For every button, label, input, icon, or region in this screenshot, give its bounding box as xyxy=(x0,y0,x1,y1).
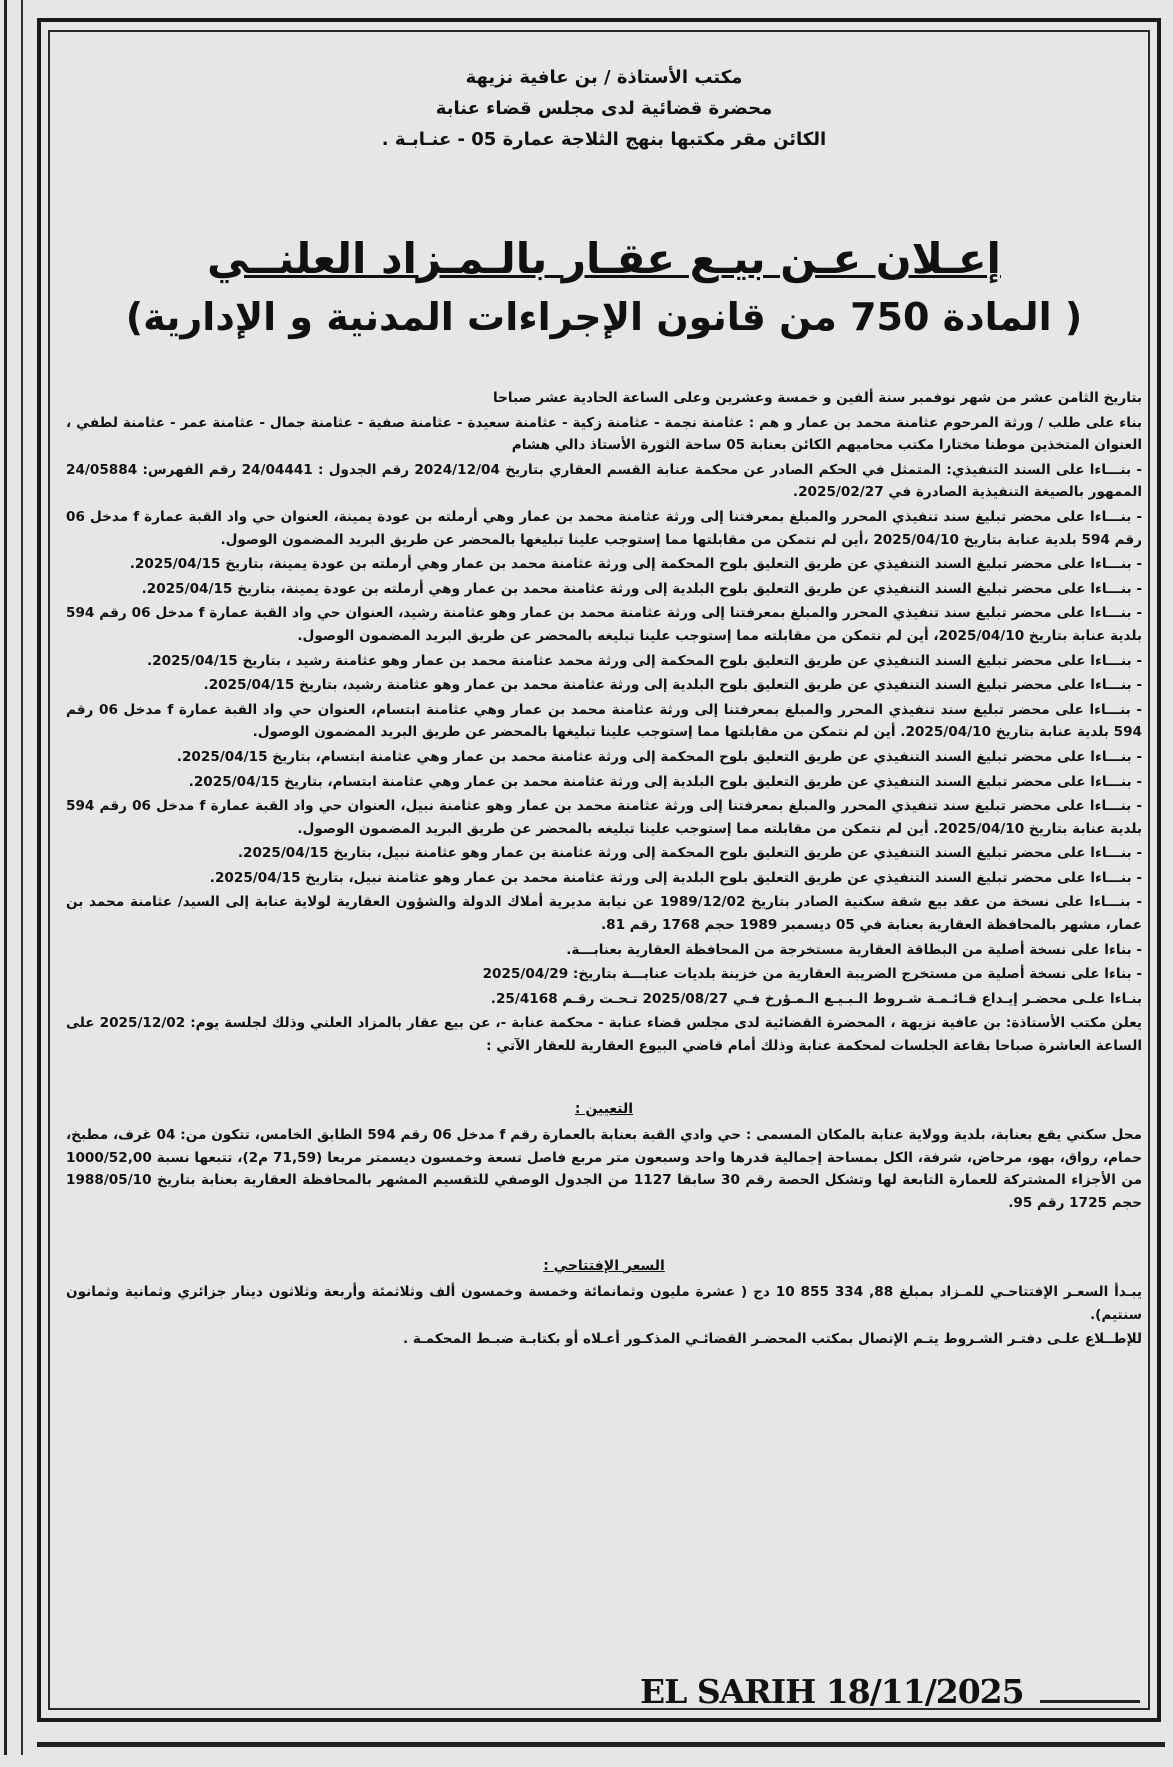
recital-paragraph: - بنـــاءا على محضر تبليغ السند التنفيذي عن طريق التعليق بلوح المحكمة إلى ورثة عثامنة بن عمار وهو عثامنة نبيل، بتاريخ 2025/04/15. xyxy=(237,845,1142,862)
notice-body xyxy=(66,387,1142,1351)
recital-paragraph: - بنـــاءا على محضر تبليغ سند تنفيذي المحرر والمبلغ بمعرفتنا إلى ورثة عثامنة محمد بن عمار وهو عثامنة نبيل، العنوان حي واد القبة عمارة f مدخل 06 رقم 594 بلدية عنابة بتاريخ 2025/04/10. أين لم نتمكن من مقابلته مما إستوجب علينا تبليغه بالمحضر عن طريق البريد المضمون الوصول. xyxy=(66,798,1143,837)
notice-title: إعـلان عـن بيـع عقـار بالـمـزاد العلنــي xyxy=(207,234,1001,283)
office-address: الكائن مقر مكتبها بنهج الثلاجة عمارة 05 - عنـابـة . xyxy=(381,129,827,150)
recital-paragraph: - بنـــاءا على محضر تبليغ السند التنفيذي عن طريق التعليق بلوح المحكمة إلى ورثة عثامنة محمد بن عمار وهي عثامنة ابتسام، بتاريخ 2025/04/15. xyxy=(176,748,1142,765)
footer-rule xyxy=(1040,1700,1140,1703)
recital-paragraph: - بنـــاءا على محضر تبليغ سند تنفيذي المحرر والمبلغ بمعرفتنا إلى ورثة عثامنة محمد بن عمار وهو عثامنة رشيد، العنوان حي واد القبة عمارة f مدخل 06 رقم 594 بلدية عنابة بتاريخ 2025/04/10، أين لم نتمكن من مقابلته مما إستوجب علينا تبليغه بالمحضر عن طريق البريد المضمون الوصول. xyxy=(66,605,1142,644)
office-name: مكتب الأستاذة / بن عافية نزيهة xyxy=(465,67,743,88)
recital-paragraph: - بناءا على نسخة أصلية من مستخرج الضريبة العقارية من خزينة بلديات عنابـــة بتاريخ: 2025/04/29 xyxy=(482,966,1142,983)
recital-paragraph: بنـاءا علـى محضـر إيـداع قـائـمـة شـروط الـبـيـع الـمـؤرخ فـي 2025/08/27 تـحـت رقـم 25/4168. xyxy=(490,990,1142,1007)
recital-paragraph: - بنـــاءا على محضر تبليغ السند التنفيذي عن طريق التعليق بلوح البلدية إلى ورثة عثامنة محمد بن عمار وهي عثامنة ابتسام، بتاريخ 2025/04/15. xyxy=(188,773,1142,790)
recital-paragraph: يعلن مكتب الأستاذة: بن عافية نزيهة ، المحضرة القضائية لدى مجلس قضاء عنابة - محكمة عنابة -، عن بيع عقار بالمزاد العلني وذلك لجلسة يوم: 2025/12/02 على الساعة العاشرة صباحا بقاعة الجلسات لمحكمة عنابة وذلك أمام قاضي البيوع العقارية للعقار الآتي : xyxy=(66,1015,1142,1055)
recital-paragraph: - بناءا على نسخة أصلية من البطاقة العقارية مستخرجة من المحافظة العقارية بعنابـــة. xyxy=(566,941,1142,958)
office-header xyxy=(66,62,1142,155)
recital-paragraph: - بنـــاءا على السند التنفيذي: المتمثل في الحكم الصادر عن محكمة عنابة القسم العقاري بتاريخ 2024/12/04 رقم الجدول : 24/04441 رقم الفهرس: 24/05884 الممهور بالصيغة التنفيذية الصادرة في 2025/02/27. xyxy=(66,461,1142,501)
recital-paragraph: - بنـــاءا على محضر تبليغ سند تنفيذي المحرر والمبلغ بمعرفتنا إلى ورثة عثامنة محمد بن عمار وهي أرملته بن عودة يمينة، العنوان حي واد القبة عمارة f مدخل 06 رقم 594 بلدية عنابة بتاريخ 2025/04/10 ،أين لم نتمكن من مقابلتها مما إستوجب علينا تبليغها بالمحضر عن طريق البريد المضمون الوصول. xyxy=(66,508,1142,548)
recital-paragraph: - بنـــاءا على محضر تبليغ السند التنفيذي عن طريق التعليق بلوح البلدية إلى ورثة عثامنة محمد بن عمار وهو عثامنة نبيل، بتاريخ 2025/04/15. xyxy=(209,869,1142,886)
recital-paragraph: - بنـــاءا على محضر تبليغ السند التنفيذي عن طريق التعليق بلوح البلدية إلى ورثة عثامنة محمد بن عمار وهي أرملته بن عودة يمينة، بتاريخ 2025/04/15. xyxy=(141,580,1142,597)
recital-paragraph: بناء على طلب / ورثة المرحوم عثامنة محمد بن عمار و هم : عثامنة نجمة - عثامنة زكية - عثامنة سعيدة - عثامنة صفية - عثامنة جمال - عثامنة عمر - عثامنة لطفي ، العنوان المتخذين موطنا مختارا مكتب محاميهم الكائن بعنابة 05 ساحة الثورة الأستاذ دالي هشام xyxy=(66,414,1142,454)
price-heading: السعر الإفتتاحي : xyxy=(543,1257,665,1274)
notice-subtitle: ( المادة 750 من قانون الإجراءات المدنية و الإدارية) xyxy=(125,295,1083,339)
recital-paragraph: - بنـــاءا على محضر تبليغ سند تنفيذي المحرر والمبلغ بمعرفتنا إلى ورثة عثامنة محمد بن عمار وهي عثامنة ابتسام، العنوان حي واد القبة عمارة f مدخل 06 رقم 594 بلدية عنابة بتاريخ 2025/04/10. أين لم نتمكن من مقابلتها مما إستوجب علينا تبليغها بالمحضر عن طريق البريد المضمون الوصول. xyxy=(66,701,1143,741)
recital-paragraph: - بنـــاءا على محضر تبليغ السند التنفيذي عن طريق التعليق بلوح المحكمة إلى ورثة محمد عثامنة محمد بن عمار وهو عثامنة رشيد ، بتاريخ 2025/04/15. xyxy=(147,652,1142,669)
office-role: محضرة قضائية لدى مجلس قضاء عنابة xyxy=(435,98,773,119)
conditions-note: للإطــلاع علـى دفتـر الشـروط يتـم الإتصال بمكتب المحضـر القضائـي المذكـور أعـلاه أو بكتابـة ضبـط المحكمـة . xyxy=(402,1331,1142,1348)
recitals-list xyxy=(66,387,1142,1058)
price-text: يبـدأ السعـر الإفتتاحـي للمـزاد بمبلغ 88, 334 855 10 دج ( عشرة مليون وثمانمائة وخمسة وخمسون ألف وثلاثمئة وأربعة وثلاثون دينار جزائري وثمانية وثمانون سنتيم). xyxy=(66,1284,1142,1323)
recital-paragraph: - بنـــاءا على محضر تبليغ السند التنفيذي عن طريق التعليق بلوح المحكمة إلى ورثة عثامنة محمد بن عمار وهي أرملته بن عودة يمينة، بتاريخ 2025/04/15. xyxy=(129,556,1142,573)
adjacent-column-border xyxy=(4,0,23,1755)
designation-heading: التعيين : xyxy=(574,1100,634,1117)
recital-paragraph: - بنـــاءا على محضر تبليغ السند التنفيذي عن طريق التعليق بلوح البلدية إلى ورثة عثامنة محمد بن عمار وهو عثامنة رشيد، بتاريخ 2025/04/15. xyxy=(203,677,1142,694)
designation-text: محل سكني يقع بعنابة، بلدية وولاية عنابة بالمكان المسمى : حي وادي القبة بعنابة بالعمارة رقم f مدخل 06 رقم 594 الطابق الخامس، تتكون من: 04 غرف، مطبخ، حمام، رواق، بهو، مرحاض، شرفة، الكل بمساحة إجمالية قدرها واحد وسبعون متر مربع فاصل تسعة وخمسون ديسمتر مربعا (71,59 م2)، تتبعها نسبة 1000/52,00 من الأجزاء المشتركة للعمارة التابعة لها وتشكل الحصة رقم 30 سابقا 1127 من الجدول الوصفي للتقسيم المشهر بالمحافظة العقارية بعنابة بتاريخ 1988/05/10 حجم 1725 رقم 95. xyxy=(66,1127,1143,1211)
publication-stamp: EL SARIH 18/11/2025 xyxy=(640,1672,1024,1711)
recital-paragraph: - بنـــاءا على نسخة من عقد بيع شقة سكنية الصادر بتاريخ 1989/12/02 عن نيابة مديرية أملاك الدولة والشؤون العقارية لولاية عنابة إلى السيد/ عثامنة محمد بن عمار، مشهر بالمحافظة العقارية بعنابة في 05 ديسمبر 1989 حجم 1768 رقم 81. xyxy=(66,894,1142,934)
recital-paragraph: بتاريخ الثامن عشر من شهر نوفمبر سنة ألفين و خمسة وعشرين وعلى الساعة الحادية عشر صباحا xyxy=(492,390,1142,406)
notice-content xyxy=(66,62,1142,1353)
